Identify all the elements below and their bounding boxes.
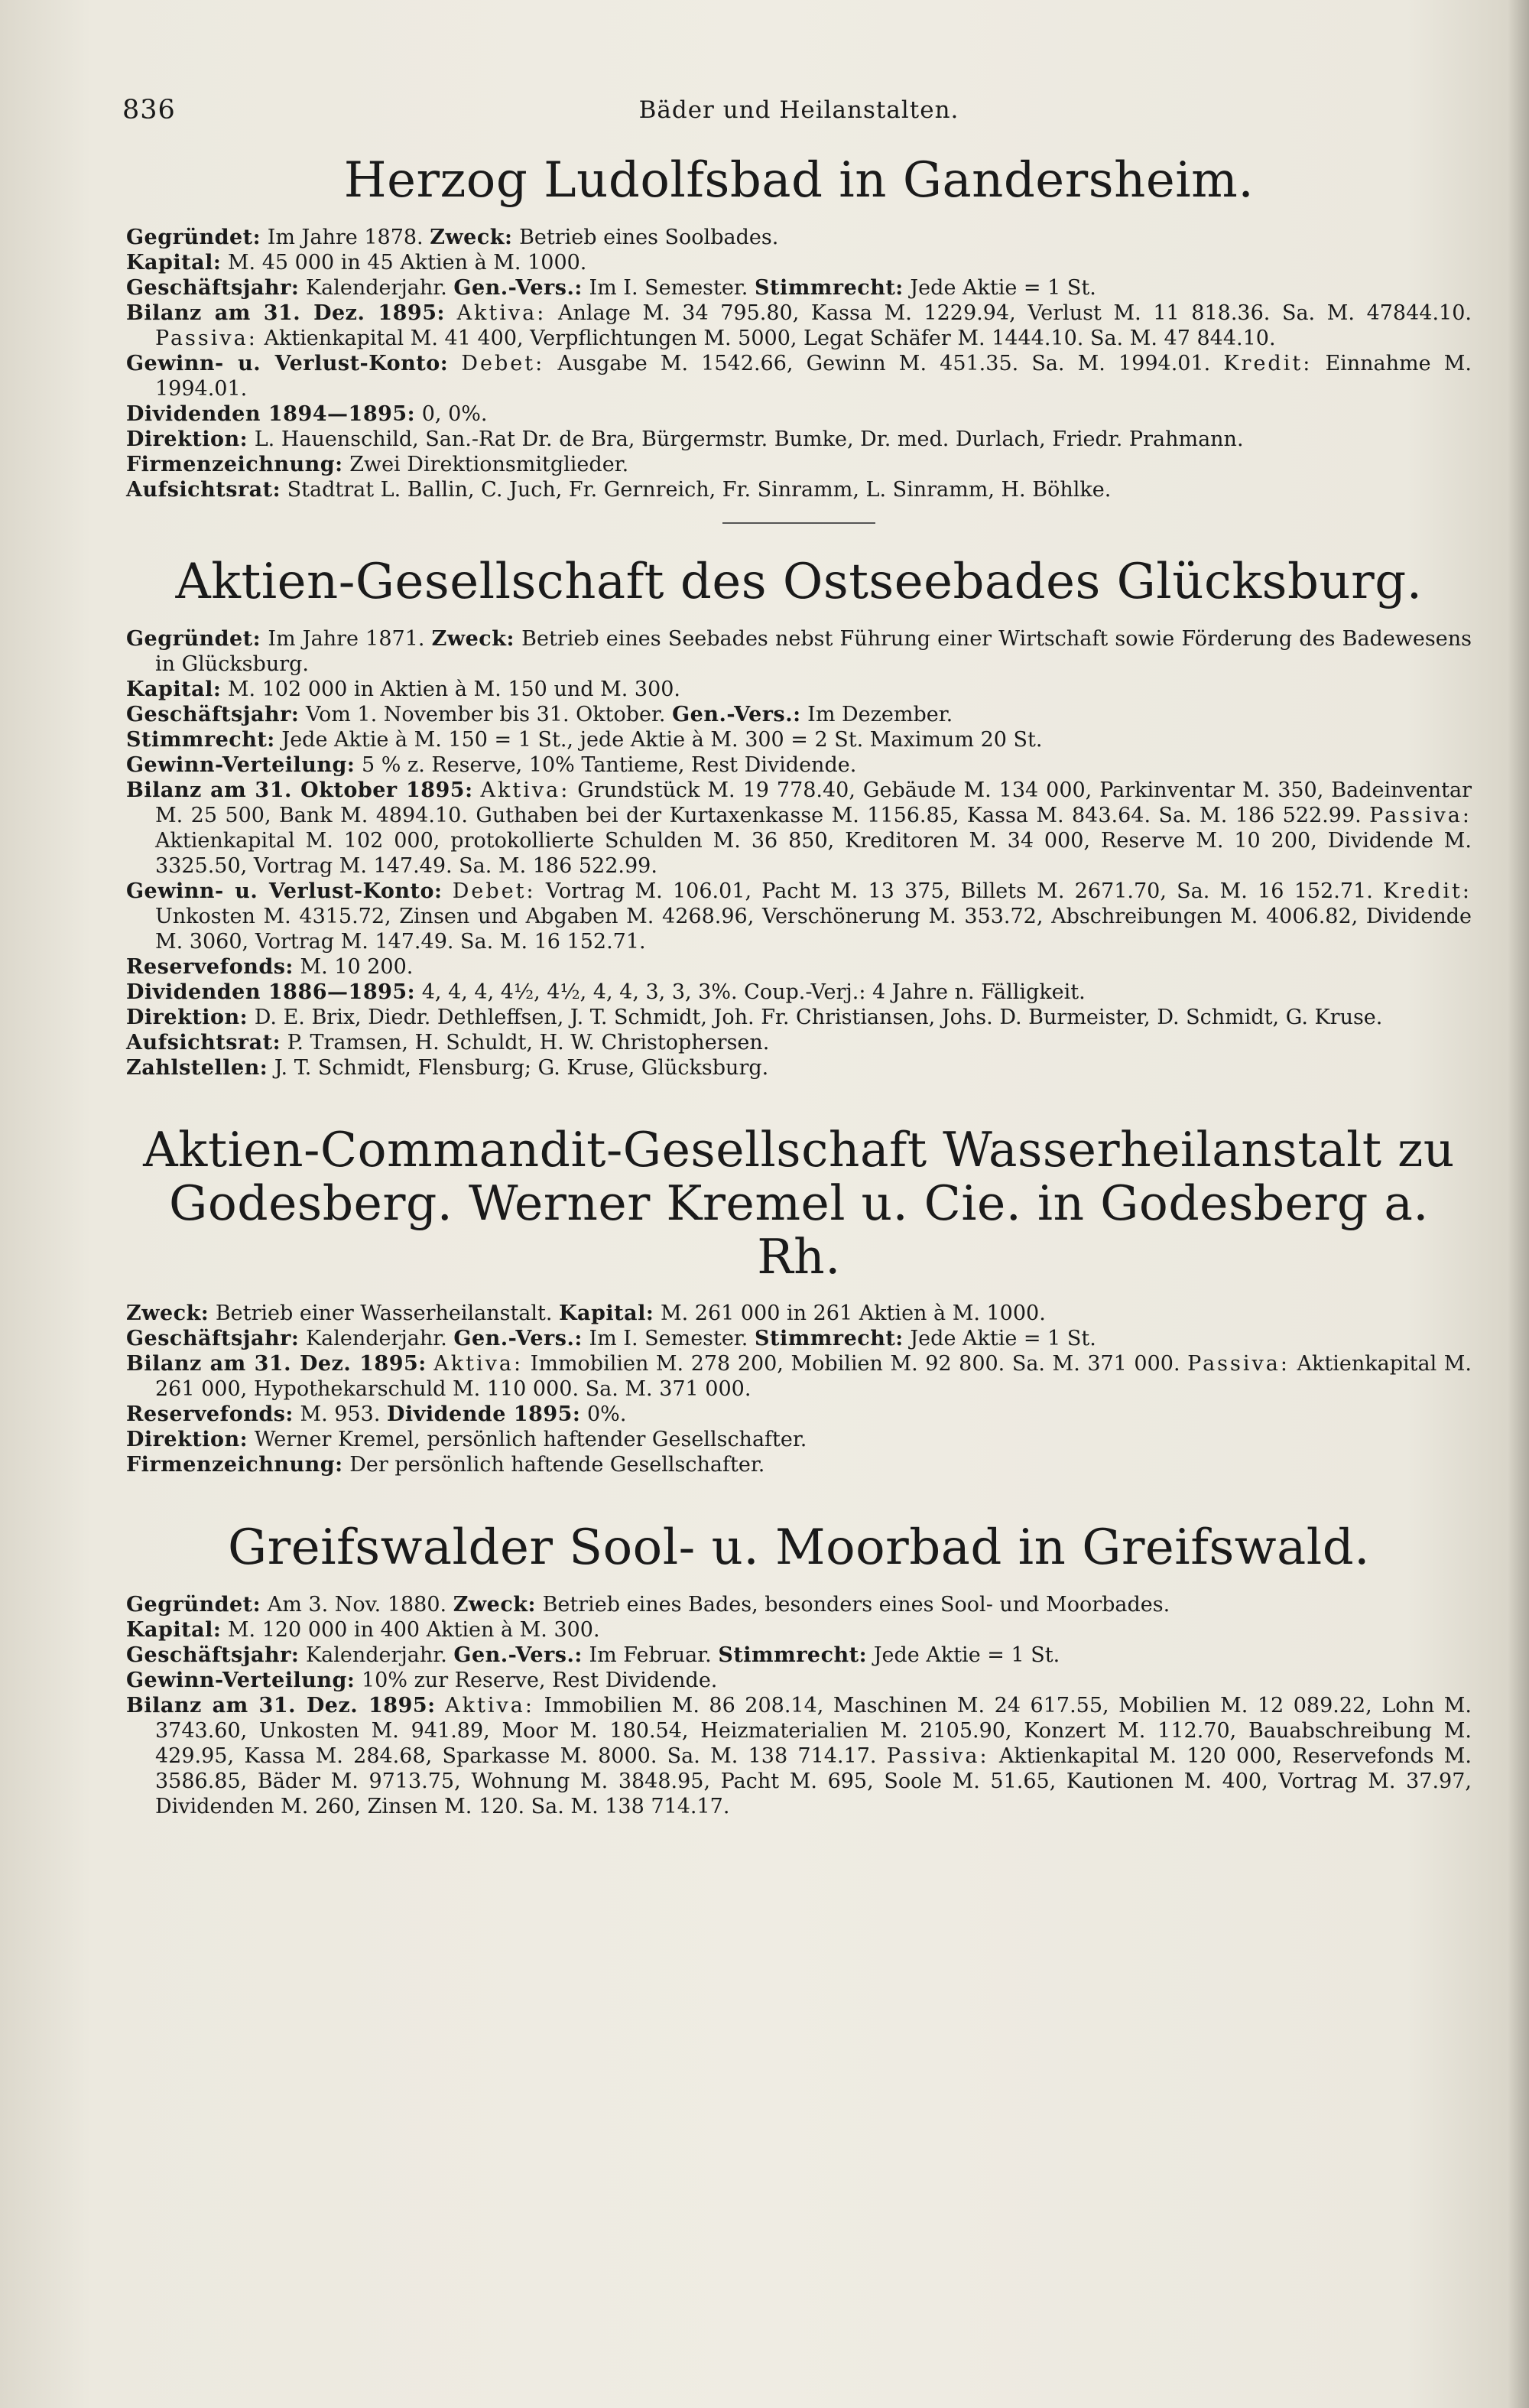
entry-aufsichtsrat <box>126 477 1472 502</box>
page-header <box>122 90 1475 136</box>
entry-label: Gewinn- u. Verlust-Konto: <box>126 352 449 375</box>
entry-label: Kapital: <box>126 678 222 701</box>
entry-text: Kalenderjahr. <box>305 1643 447 1667</box>
entry-text: Vortrag M. 106.01, Pacht M. 13 375, Billets M. 2671.70, Sa. M. 16 152.71. <box>545 879 1373 903</box>
entry-reservefonds <box>126 954 1472 980</box>
entry-text: Im Dezember. <box>807 703 953 726</box>
entry-text: Aktienkapital M. 261 000, Hypothekarschuld M. 110 000. Sa. M. 371 000. <box>155 1352 1472 1401</box>
entry-label: Geschäftsjahr: <box>126 703 300 726</box>
entry-subhead: Debet: <box>461 352 545 375</box>
entry-label: Bilanz am 31. Oktober 1895: <box>126 778 473 802</box>
entry-text: Einnahme M. 1994.01. <box>155 352 1472 401</box>
entry-text: M. 261 000 in 261 Aktien à M. 1000. <box>660 1301 1046 1325</box>
entry-text: 0%. <box>586 1402 627 1426</box>
entry-label: Zahlstellen: <box>126 1056 268 1080</box>
entry-geschaeftsjahr <box>126 1326 1472 1351</box>
entry-bilanz <box>126 1693 1472 1819</box>
entry-text: Unkosten M. 4315.72, Zinsen und Abgaben M. 4268.96, Verschönerung M. 353.72, Abschreibungen M. 4006.82, Dividende M. 3060, Vortrag M. 147.49. Sa. M. 16 152.71. <box>155 905 1472 954</box>
entry-direktion <box>126 1427 1472 1452</box>
entry-subhead: Kredit: <box>1383 879 1472 903</box>
entry-dividenden <box>126 401 1472 427</box>
entry-text: Im Jahre 1871. <box>268 627 425 651</box>
entry-subhead: Kredit: <box>1223 352 1313 375</box>
entry-text: P. Tramsen, H. Schuldt, H. W. Christophersen. <box>287 1031 770 1055</box>
entry-text: 10% zur Reserve, Rest Dividende. <box>361 1669 718 1692</box>
entry-text: Stadtrat L. Ballin, C. Juch, Fr. Gernreich, Fr. Sinramm, L. Sinramm, H. Böhlke. <box>287 478 1112 502</box>
entry-zahlstellen <box>126 1055 1472 1081</box>
entry-text: Grundstück M. 19 778.40, Gebäude M. 134 000, Parkinventar M. 350, Badeinventar M. 25 500, Bank M. 4894.10. Guthaben bei der Kurtaxenkasse M. 1156.85, Kassa M. 843.64. Sa. M. 186 522.99. <box>155 778 1472 827</box>
entry-geschaeftsjahr <box>126 702 1472 727</box>
entry-gewinn-verteilung <box>126 752 1472 778</box>
entry-text: Betrieb eines Bades, besonders eines Sool- und Moorbades. <box>542 1593 1170 1617</box>
entry-label: Zweck: <box>430 226 513 249</box>
entry-firmenzeichnung <box>126 452 1472 477</box>
entry-kapital <box>126 250 1472 275</box>
entry-text: Aktienkapital M. 120 000, Reservefonds M. 3586.85, Bäder M. 9713.75, Wohnung M. 3848.95, Pacht M. 695, Soole M. 51.65, Kautionen M. 400, Vortrag M. 37.97, Dividenden M. 260, Zinsen M. 120. Sa. M. 138 714.17. <box>155 1744 1472 1818</box>
entry-gewinn-verlust <box>126 879 1472 954</box>
entry-firmenzeichnung <box>126 1452 1472 1477</box>
entry-gewinn-verlust <box>126 351 1472 401</box>
entry-zweck <box>126 1301 1472 1326</box>
entry-subhead: Passiva: <box>155 327 258 350</box>
entry-label: Bilanz am 31. Dez. 1895: <box>126 301 445 325</box>
entry-label: Stimmrecht: <box>126 728 275 752</box>
entry-text: Werner Kremel, persönlich haftender Gesellschafter. <box>254 1428 807 1451</box>
entry-label: Bilanz am 31. Dez. 1895: <box>126 1352 427 1376</box>
entry-aufsichtsrat <box>126 1030 1472 1055</box>
entry-subhead: Passiva: <box>886 1744 989 1768</box>
entry-text: Betrieb eines Soolbades. <box>519 226 779 249</box>
entry-label: Dividende 1895: <box>387 1402 581 1426</box>
entry-label: Zweck: <box>453 1593 536 1617</box>
entry-label: Zweck: <box>126 1301 209 1325</box>
entry-label: Firmenzeichnung: <box>126 1453 343 1477</box>
entry-bilanz <box>126 1351 1472 1402</box>
entry-label: Bilanz am 31. Dez. 1895: <box>126 1694 436 1717</box>
entry-text: Im I. Semester. <box>589 1327 748 1350</box>
entry-text: D. E. Brix, Diedr. Dethleffsen, J. T. Schmidt, Joh. Fr. Christiansen, Johs. D. Burmeister, D. Schmidt, G. Kruse. <box>254 1006 1383 1029</box>
page-number: 836 <box>122 95 176 125</box>
company-section-godesberg <box>126 1123 1472 1477</box>
entry-text: Zwei Direktionsmitglieder. <box>349 453 629 476</box>
entry-label: Firmenzeichnung: <box>126 453 343 476</box>
entry-text: 0, 0%. <box>421 402 488 426</box>
entry-text: Im I. Semester. <box>589 276 748 300</box>
entry-text: M. 45 000 in 45 Aktien à M. 1000. <box>227 251 587 275</box>
section-spacer <box>126 1477 1472 1520</box>
section-title: Aktien-Commandit-Gesellschaft Wasserheilanstalt zu Godesberg. Werner Kremel u. Cie. in Godesberg a. Rh. <box>143 1122 1455 1285</box>
entry-text: 4, 4, 4, 4½, 4½, 4, 4, 3, 3, 3%. Coup.-Verj.: 4 Jahre n. Fälligkeit. <box>421 980 1086 1004</box>
entry-text: M. 120 000 in 400 Aktien à M. 300. <box>227 1618 600 1642</box>
running-head: Bäder und Heilanstalten. <box>638 96 959 124</box>
section-title: Aktien-Gesellschaft des Ostseebades Glücksburg. <box>175 554 1423 610</box>
section-title: Herzog Ludolfsbad in Gandersheim. <box>343 152 1255 209</box>
entry-text: J. T. Schmidt, Flensburg; G. Kruse, Glücksburg. <box>274 1056 769 1080</box>
entry-label: Geschäftsjahr: <box>126 1643 300 1667</box>
entry-gegruendet <box>126 626 1472 677</box>
entry-direktion <box>126 427 1472 452</box>
entry-label: Geschäftsjahr: <box>126 276 300 300</box>
entry-label: Gen.-Vers.: <box>672 703 801 726</box>
entry-label: Aufsichtsrat: <box>126 478 281 502</box>
entry-label: Kapital: <box>559 1301 654 1325</box>
entry-text: M. 102 000 in Aktien à M. 150 und M. 300. <box>227 678 681 701</box>
entry-text: Der persönlich haftende Gesellschafter. <box>349 1453 765 1477</box>
entry-gewinn-verteilung <box>126 1668 1472 1693</box>
entry-text: Immobilien M. 86 208.14, Maschinen M. 24 617.55, Mobilien M. 12 089.22, Lohn M. 3743.60, Unkosten M. 941.89, Moor M. 180.54, Heizmaterialien M. 2105.90, Konzert M. 112.70, Bauabschreibung M. 429.95, Kassa M. 284.68, Sparkasse M. 8000. Sa. M. 138 714.17. <box>155 1694 1472 1768</box>
entry-text: Betrieb eines Seebades nebst Führung einer Wirtschaft sowie Förderung des Badewesens in Glücksburg. <box>155 627 1472 676</box>
entry-label: Gen.-Vers.: <box>453 1327 583 1350</box>
page-edge-shadow <box>1508 0 1529 2408</box>
company-section-gluecksburg <box>126 554 1472 1081</box>
entry-subhead: Passiva: <box>1369 804 1472 827</box>
entry-label: Gen.-Vers.: <box>453 1643 583 1667</box>
entry-subhead: Aktiva: <box>445 1694 534 1717</box>
entry-label: Direktion: <box>126 427 248 451</box>
entry-text: Ausgabe M. 1542.66, Gewinn M. 451.35. Sa. M. 1994.01. <box>557 352 1211 375</box>
entry-label: Gewinn- u. Verlust-Konto: <box>126 879 443 903</box>
entry-geschaeftsjahr <box>126 1643 1472 1668</box>
entry-label: Aufsichtsrat: <box>126 1031 281 1055</box>
entry-label: Kapital: <box>126 1618 222 1642</box>
entry-text: L. Hauenschild, San.-Rat Dr. de Bra, Bürgermstr. Bumke, Dr. med. Durlach, Friedr. Prahmann. <box>254 427 1244 451</box>
entry-text: Anlage M. 34 795.80, Kassa M. 1229.94, Verlust M. 11 818.36. Sa. M. 47844.10. <box>557 301 1472 325</box>
entry-text: Jede Aktie à M. 150 = 1 St., jede Aktie à M. 300 = 2 St. Maximum 20 St. <box>281 728 1043 752</box>
entry-gegruendet <box>126 225 1472 250</box>
entry-bilanz <box>126 778 1472 879</box>
entry-kapital <box>126 677 1472 702</box>
section-title: Greifswalder Sool- u. Moorbad in Greifswald. <box>228 1519 1370 1576</box>
entry-text: Vom 1. November bis 31. Oktober. <box>305 703 666 726</box>
entry-label: Kapital: <box>126 251 222 275</box>
entry-text: Kalenderjahr. <box>305 276 447 300</box>
entry-subhead: Passiva: <box>1187 1352 1290 1376</box>
entry-label: Gegründet: <box>126 226 261 249</box>
entry-text: Aktienkapital M. 41 400, Verpflichtungen M. 5000, Legat Schäfer M. 1444.10. Sa. M. 47 844.10. <box>264 327 1276 350</box>
entry-text: M. 10 200. <box>300 955 414 979</box>
entry-text: Im Februar. <box>589 1643 712 1667</box>
entry-label: Gewinn-Verteilung: <box>126 753 355 777</box>
entry-text: Jede Aktie = 1 St. <box>873 1643 1060 1667</box>
entry-stimmrecht <box>126 727 1472 752</box>
entry-text: Jede Aktie = 1 St. <box>910 276 1096 300</box>
entry-gegruendet <box>126 1592 1472 1617</box>
section-spacer <box>126 1081 1472 1123</box>
entry-text: Immobilien M. 278 200, Mobilien M. 92 800. Sa. M. 371 000. <box>530 1352 1180 1376</box>
company-section-greifswald <box>126 1520 1472 1819</box>
entry-text: M. 953. <box>300 1402 381 1426</box>
entry-geschaeftsjahr <box>126 275 1472 301</box>
page-content <box>126 153 1472 1819</box>
entry-bilanz <box>126 301 1472 351</box>
entry-text: Betrieb einer Wasserheilanstalt. <box>215 1301 553 1325</box>
entry-label: Zweck: <box>431 627 515 651</box>
entry-reservefonds <box>126 1402 1472 1427</box>
entry-kapital <box>126 1617 1472 1643</box>
entry-label: Gen.-Vers.: <box>453 276 583 300</box>
entry-label: Stimmrecht: <box>718 1643 868 1667</box>
entry-direktion <box>126 1005 1472 1030</box>
entry-text: Am 3. Nov. 1880. <box>267 1593 447 1617</box>
entry-text: Jede Aktie = 1 St. <box>910 1327 1096 1350</box>
entry-text: Kalenderjahr. <box>305 1327 447 1350</box>
entry-label: Geschäftsjahr: <box>126 1327 300 1350</box>
section-divider <box>722 522 875 524</box>
entry-subhead: Aktiva: <box>433 1352 524 1376</box>
entry-label: Direktion: <box>126 1428 248 1451</box>
entry-label: Stimmrecht: <box>754 276 904 300</box>
entry-label: Gegründet: <box>126 627 261 651</box>
entry-label: Stimmrecht: <box>754 1327 904 1350</box>
entry-subhead: Aktiva: <box>456 301 547 325</box>
entry-label: Reservefonds: <box>126 955 294 979</box>
entry-dividenden <box>126 980 1472 1005</box>
entry-label: Reservefonds: <box>126 1402 294 1426</box>
entry-label: Gewinn-Verteilung: <box>126 1669 355 1692</box>
entry-text: 5 % z. Reserve, 10% Tantieme, Rest Dividende. <box>361 753 857 777</box>
entry-label: Dividenden 1886—1895: <box>126 980 416 1004</box>
entry-label: Direktion: <box>126 1006 248 1029</box>
entry-label: Gegründet: <box>126 1593 261 1617</box>
entry-label: Dividenden 1894—1895: <box>126 402 416 426</box>
entry-subhead: Debet: <box>452 879 536 903</box>
entry-text: Aktienkapital M. 102 000, protokollierte Schulden M. 36 850, Kreditoren M. 34 000, Reserve M. 10 200, Dividende M. 3325.50, Vortrag M. 147.49. Sa. M. 186 522.99. <box>155 829 1472 878</box>
company-section-gandersheim <box>126 153 1472 502</box>
entry-text: Im Jahre 1878. <box>267 226 424 249</box>
entry-subhead: Aktiva: <box>480 778 570 802</box>
